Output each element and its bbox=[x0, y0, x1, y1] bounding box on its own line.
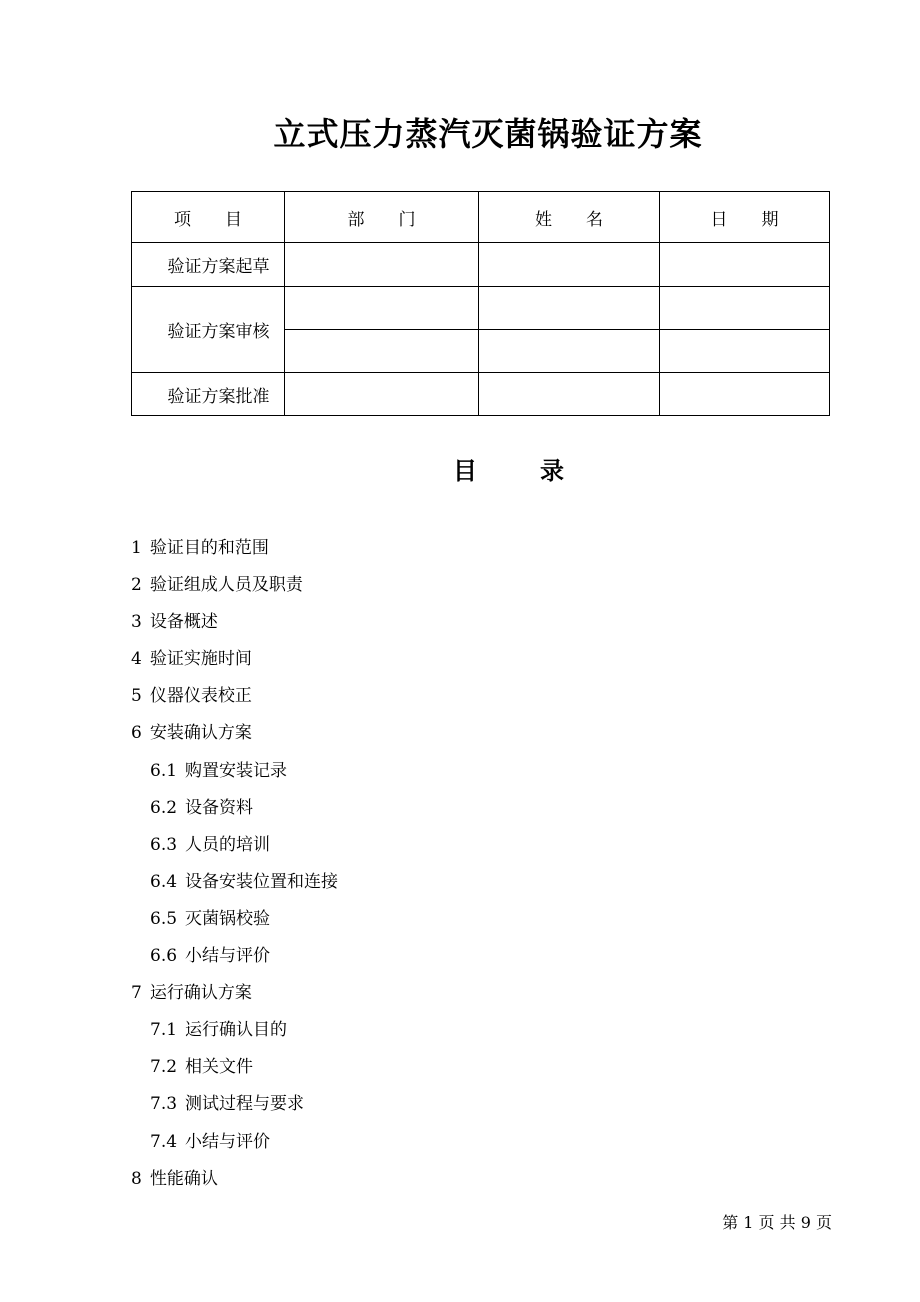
toc-item[interactable]: 1 验证目的和范围 bbox=[131, 538, 269, 558]
toc-item[interactable]: 3 设备概述 bbox=[131, 612, 218, 633]
review-name-cell-2 bbox=[479, 330, 660, 373]
toc-item[interactable]: 5 仪器仪表校正 bbox=[131, 686, 252, 707]
page-footer: 第 1 页 共 9 页 bbox=[722, 1213, 832, 1232]
review-date-cell-1 bbox=[660, 287, 830, 330]
approve-name-cell bbox=[479, 373, 660, 416]
toc-subitem[interactable]: 6.6 小结与评价 bbox=[150, 946, 271, 967]
row-label-draft: 验证方案起草 bbox=[132, 243, 285, 287]
toc-subitem[interactable]: 7.1 运行确认目的 bbox=[150, 1020, 288, 1041]
table-header-row bbox=[132, 192, 830, 243]
review-department-cell-1 bbox=[285, 287, 479, 330]
toc-item[interactable]: 8 性能确认 bbox=[131, 1168, 218, 1189]
signature-table bbox=[131, 191, 830, 416]
toc-heading bbox=[453, 454, 564, 488]
review-date-cell-2 bbox=[660, 330, 830, 373]
document-title: 立式压力蒸汽灭菌锅验证方案 bbox=[273, 115, 703, 153]
toc-heading-part-1: 目 bbox=[453, 456, 477, 485]
approve-date-cell bbox=[660, 373, 830, 416]
review-department-cell-2 bbox=[285, 330, 479, 373]
toc-subitem[interactable]: 6.4 设备安装位置和连接 bbox=[150, 871, 339, 892]
toc-subitem[interactable]: 7.2 相关文件 bbox=[150, 1057, 254, 1078]
toc-subitem[interactable]: 7.4 小结与评价 bbox=[150, 1131, 271, 1152]
toc-item[interactable]: 2 验证组成人员及职责 bbox=[131, 575, 303, 596]
toc-item[interactable]: 4 验证实施时间 bbox=[131, 649, 252, 670]
toc-item[interactable]: 6 安装确认方案 bbox=[131, 723, 252, 744]
table-row-review bbox=[132, 287, 830, 330]
row-label-approve: 验证方案批准 bbox=[132, 373, 285, 416]
header-name: 姓 名 bbox=[479, 192, 660, 243]
toc-subitem[interactable]: 6.2 设备资料 bbox=[150, 797, 254, 818]
table-row-draft bbox=[132, 243, 830, 287]
header-item: 项 目 bbox=[132, 192, 285, 243]
header-date: 日 期 bbox=[660, 192, 830, 243]
table-of-contents bbox=[131, 532, 338, 1200]
draft-date-cell bbox=[660, 243, 830, 287]
table-row-approve bbox=[132, 373, 830, 416]
toc-subitem[interactable]: 7.3 测试过程与要求 bbox=[150, 1094, 305, 1115]
draft-department-cell bbox=[285, 243, 479, 287]
approve-department-cell bbox=[285, 373, 479, 416]
toc-subitem[interactable]: 6.1 购置安装记录 bbox=[150, 760, 288, 781]
toc-subitem[interactable]: 6.5 灭菌锅校验 bbox=[150, 908, 271, 929]
toc-heading-part-2: 录 bbox=[540, 456, 564, 485]
review-name-cell-1 bbox=[479, 287, 660, 330]
header-department: 部 门 bbox=[285, 192, 479, 243]
toc-item[interactable]: 7 运行确认方案 bbox=[131, 983, 252, 1004]
row-label-review: 验证方案审核 bbox=[132, 287, 285, 373]
draft-name-cell bbox=[479, 243, 660, 287]
toc-subitem[interactable]: 6.3 人员的培训 bbox=[150, 834, 271, 855]
